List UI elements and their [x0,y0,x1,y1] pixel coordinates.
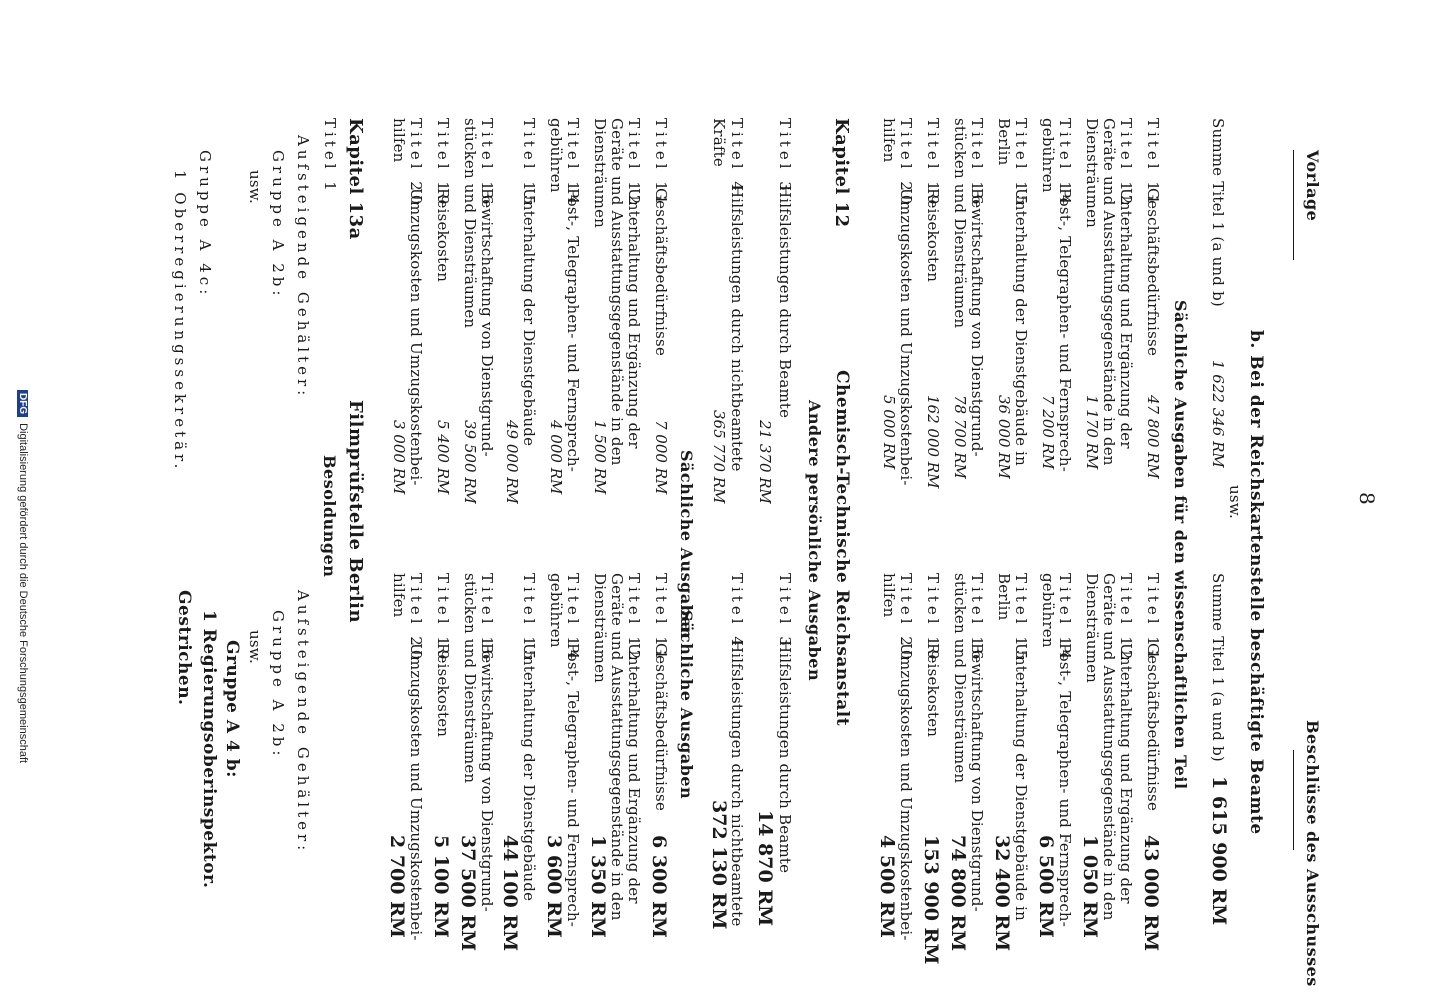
titel-text-line2: stücken und Diensträumen [951,118,969,329]
titel-text-line1: Reisekosten [434,643,452,738]
titel-label: Titel 11 [652,118,670,209]
titel-amount: 1 050 RM [1079,835,1101,938]
kapitel-12-label: Kapitel 12 [831,118,852,228]
titel-amount: 39 500 RM [461,420,479,504]
titel-label: Titel 16 [478,573,496,664]
kapitel-13a-heading: Filmprüfstelle Berlin [345,400,366,624]
summe-label-right: Summe Titel 1 (a und b) [1209,573,1227,762]
k12-sachliche-right: Sächliche Ausgaben [677,610,696,800]
titel-label: Titel 11 [1144,573,1162,664]
k12-sachliche-left: Sächliche Ausgaben [677,450,696,640]
titel-amount: 32 400 RM [991,835,1013,952]
titel-text-line1: Reisekosten [434,188,452,283]
titel-amount: 6 500 RM [1035,835,1057,938]
titel-amount: 36 000 RM [995,395,1013,479]
titel-amount: 4 500 RM [876,835,898,938]
k12-t3-text-left: Hilfsleistungen durch Beamte [776,185,794,419]
k13a-auf-left: Aufsteigende Gehälter: [294,135,312,400]
titel-text-line1: Unterhaltung und Ergänzung der [1117,188,1135,449]
summe-amount-left: 1 622 346 RM [1209,360,1227,468]
titel-label: Titel 14 [1056,118,1074,209]
titel-text-line1: Unterhaltung und Ergänzung der [1117,643,1135,904]
titel-text-line1: Geschäftsbedürfnisse [1144,188,1162,357]
titel-amount: 49 000 RM [503,420,521,504]
kapitel-13a-label: Kapitel 13a [345,118,366,240]
k12-t3-amount-right: 14 870 RM [754,810,776,927]
k13a-gruppe-a2b-left: Gruppe A 2b: [269,150,287,300]
left-title-rule [1293,150,1294,260]
titel-text-line2: Geräte und Ausstattungsgegenstände in den [1100,573,1118,921]
titel-amount: 37 500 RM [457,835,479,952]
titel-label: Titel 15 [520,573,538,664]
titel-amount: 4 000 RM [547,420,565,495]
titel-text-line1: Geschäftsbedürfnisse [652,188,670,357]
titel-text-line1: Reisekosten [924,643,942,738]
titel-text-line2: stücken und Diensträumen [951,573,969,784]
titel-label: Titel 12 [1117,573,1135,664]
titel-text-line1: Post-, Telegraphen- und Fernsprech- [1056,188,1074,473]
titel-amount: 1 500 RM [591,420,609,495]
titel-text-line3: Diensträumen [591,573,609,684]
titel-label: Titel 20 [897,573,915,664]
titel-label: Titel 19 [434,573,452,664]
titel-label: Titel 11 [652,573,670,664]
k13a-usw-left: usw. [246,170,264,204]
titel-amount: 47 800 RM [1144,395,1162,479]
titel-text-line2: Geräte und Ausstattungsgegenstände in den [1100,118,1118,466]
titel-text-line1: Geschäftsbedürfnisse [1144,643,1162,812]
titel-amount: 3 600 RM [543,835,565,938]
sachliche-heading-left: Sächliche Ausgaben für den [1171,300,1190,565]
titel-label: Titel 12 [625,118,643,209]
titel-text-line1: Bewirtschaftung von Dienstgrund- [968,643,986,912]
titel-label: Titel 19 [924,573,942,664]
k13a-regob: 1 Regierungsoberinspektor. [199,610,219,889]
titel-text-line1: Geschäftsbedürfnisse [652,643,670,812]
titel-text-line1: Post-, Telegraphen- und Fernsprech- [564,188,582,473]
section-b-heading: b. Bei der Reichskartenstelle beschäftigte Beamte [1246,330,1266,835]
titel-amount: 3 000 RM [390,420,408,495]
kapitel-12-heading: Chemisch-Technische Reichsanstalt [832,370,852,727]
k12-t4-titel-left: Titel 4 [728,118,746,195]
titel-text-line1: Unterhaltung und Ergänzung der [625,188,643,449]
titel-amount: 5 000 RM [880,395,898,470]
titel-amount: 5 400 RM [434,420,452,495]
k12-t4-titel-right: Titel 4 [728,573,746,650]
titel-amount: 7 000 RM [652,420,670,495]
summe-label-left: Summe Titel 1 (a und b) [1209,118,1227,307]
k12-t3-text-right: Hilfsleistungen durch Beamte [776,640,794,874]
k13a-gruppe-a4b: Gruppe A 4 b: [222,640,242,778]
kapitel-12-sub: Andere persönliche Ausgaben [805,400,824,682]
titel-text-line1: Bewirtschaftung von Dienstgrund- [478,188,496,457]
k13a-oberreg: 1 Oberregierungssekretär. [171,170,189,473]
titel-text-line2: hilfen [390,118,408,163]
titel-text-line3: Diensträumen [1083,118,1101,229]
k13a-gruppe-a2b-right: Gruppe A 2b: [269,610,287,760]
titel-label: Titel 11 [1144,118,1162,209]
titel-text-line2: stücken und Diensträumen [461,573,479,784]
titel-text-line1: Umzugskosten und Umzugskostenbei- [897,188,915,486]
k12-t4-line1-right: Hilfsleistungen durch nichtbeamtete [728,640,746,927]
titel-label: Titel 15 [520,118,538,209]
titel-text-line2: hilfen [390,573,408,618]
k12-t3-titel-left: Titel 3 [776,118,794,195]
titel-label: Titel 16 [968,118,986,209]
k12-t4-line2-left: Kräfte [710,118,728,167]
titel-label: Titel 15 [1012,573,1030,664]
section-b-usw: usw. [1226,485,1244,519]
titel-amount: 1 170 RM [1083,395,1101,470]
titel-text-line2: Geräte und Ausstattungsgegenstände in den [608,118,626,466]
titel-text-line2: Geräte und Ausstattungsgegenstände in den [608,573,626,921]
titel-text-line2: stücken und Diensträumen [461,118,479,329]
titel-text-line2: gebühren [1039,118,1057,193]
titel-amount: 153 900 RM [920,835,942,965]
titel-label: Titel 20 [407,573,425,664]
titel-text-line1: Bewirtschaftung von Dienstgrund- [968,188,986,457]
titel-amount: 5 100 RM [430,835,452,938]
titel-amount: 44 100 RM [499,835,521,952]
titel-text-line2: hilfen [880,573,898,618]
titel-amount: 6 300 RM [648,835,670,938]
dfg-note [17,390,29,763]
titel-label: Titel 19 [434,118,452,209]
titel-amount: 7 200 RM [1039,395,1057,470]
titel-amount: 2 700 RM [386,835,408,938]
titel-text-line1: Post-, Telegraphen- und Fernsprech- [564,643,582,928]
titel-text-line1: Unterhaltung der Dienstgebäude in [1012,643,1030,921]
titel-amount: 162 000 RM [924,395,942,489]
page-number: 8 [1355,492,1379,505]
dfg-note-text: Digitalisierung gefördert durch die Deutsche Forschungsgemeinschaft [17,423,29,764]
k12-t4-amount-right: 372 130 RM [708,800,730,930]
titel-text-line2: Berlin [995,118,1013,166]
k13a-gestrichen: Gestrichen. [174,590,194,706]
k12-t4-amount-left: 365 770 RM [710,410,728,504]
titel-label: Titel 20 [407,118,425,209]
dfg-logo: DFG [17,390,28,417]
titel-text-line1: Bewirtschaftung von Dienstgrund- [478,643,496,912]
titel-text-line1: Umzugskosten und Umzugskostenbei- [897,643,915,941]
titel-text-line1: Umzugskosten und Umzugskostenbei- [407,188,425,486]
k12-t4-line1-left: Hilfsleistungen durch nichtbeamtete [728,185,746,472]
titel-label: Titel 16 [478,118,496,209]
titel-label: Titel 14 [1056,573,1074,664]
k12-t3-amount-left: 21 370 RM [756,420,774,504]
titel-label: Titel 16 [968,573,986,664]
titel-text-line2: Berlin [995,573,1013,621]
titel-text-line1: Post-, Telegraphen- und Fernsprech- [1056,643,1074,928]
left-column-title: Vorlage [1303,150,1322,222]
titel-text-line3: Diensträumen [1083,573,1101,684]
k13a-gruppe-a4c: Gruppe A 4c: [196,150,214,299]
k13a-auf-right: Aufsteigende Gehälter: [294,590,312,855]
right-column-title: Beschlüsse des Ausschusses [1303,720,1322,987]
titel-text-line1: Unterhaltung der Dienstgebäude [520,643,538,902]
titel-text-line2: gebühren [547,118,565,193]
titel-amount: 43 000 RM [1140,835,1162,952]
sachliche-heading-right: wissenschaftlichen Teil [1171,570,1190,790]
summe-amount-right: 1 615 900 RM [1208,776,1230,926]
k12-t3-titel-right: Titel 3 [776,573,794,650]
titel-label: Titel 15 [1012,118,1030,209]
titel-text-line1: Unterhaltung der Dienstgebäude in [1012,188,1030,466]
titel-amount: 78 700 RM [951,395,969,479]
titel-label: Titel 12 [1117,118,1135,209]
titel-amount: 74 800 RM [947,835,969,952]
k13a-usw-right: usw. [246,630,264,664]
titel-amount: 1 350 RM [587,835,609,938]
titel-text-line2: gebühren [547,573,565,648]
titel-text-line3: Diensträumen [591,118,609,229]
kapitel-13a-sub: Besoldungen [320,455,339,578]
titel-label: Titel 19 [924,118,942,209]
titel-text-line1: Umzugskosten und Umzugskostenbei- [407,643,425,941]
titel-label: Titel 14 [564,118,582,209]
titel-text-line1: Unterhaltung und Ergänzung der [625,643,643,904]
titel-text-line1: Unterhaltung der Dienstgebäude [520,188,538,447]
titel-label: Titel 14 [564,573,582,664]
titel-label: Titel 20 [897,118,915,209]
right-title-rule [1293,750,1294,850]
kapitel-13a-titel: Titel 1 [321,118,339,195]
titel-text-line2: gebühren [1039,573,1057,648]
titel-label: Titel 12 [625,573,643,664]
titel-text-line2: hilfen [880,118,898,163]
titel-text-line1: Reisekosten [924,188,942,283]
